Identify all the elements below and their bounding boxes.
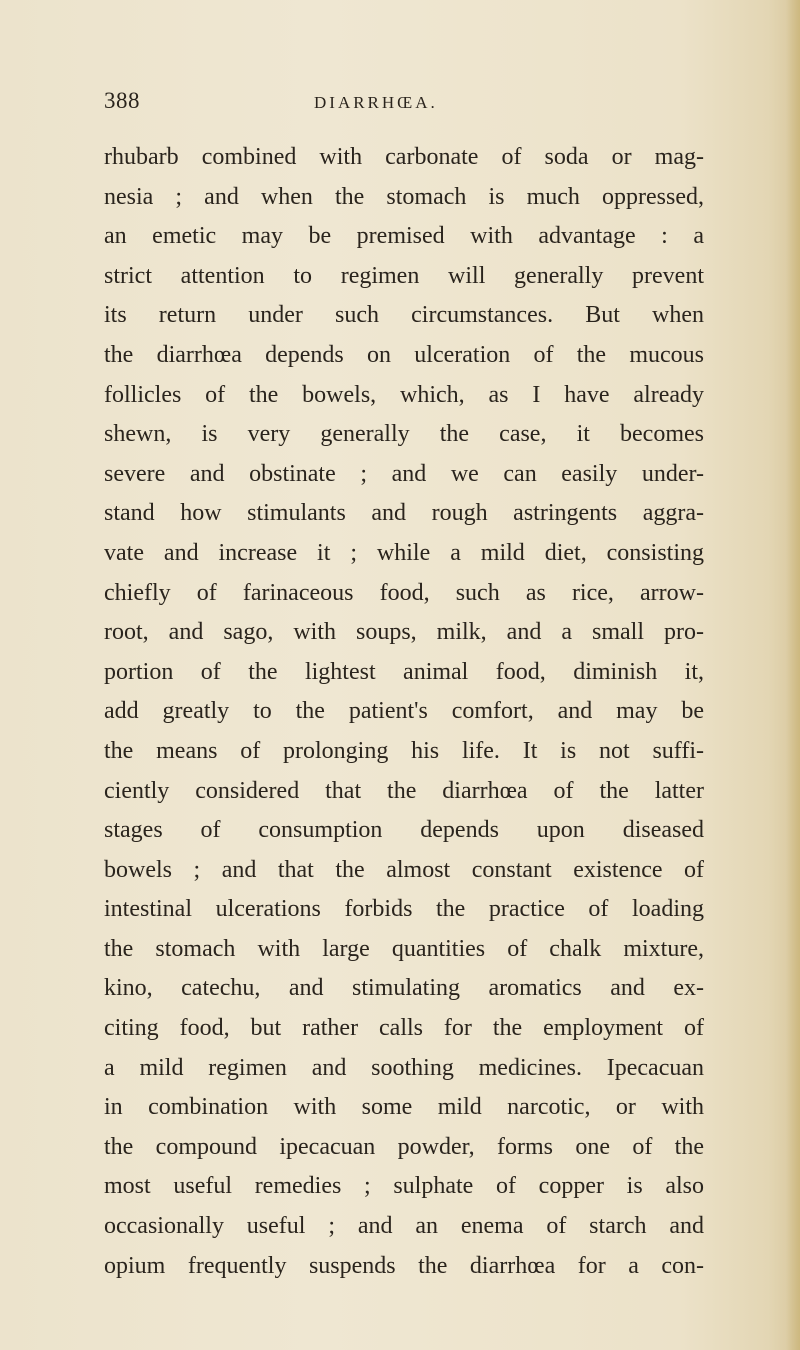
text-line: its return under such circumstances. But when [104,302,704,329]
page-header [104,86,704,116]
text-line: most useful remedies ; sulphate of copper is also [104,1173,704,1200]
text-line: the diarrhœa depends on ulceration of the mucous [104,341,704,368]
text-line: citing food, but rather calls for the employment of [104,1015,704,1042]
text-line: strict attention to regimen will generally prevent [104,262,704,289]
text-line: the stomach with large quantities of chalk mixture, [104,935,704,962]
running-head: DIARRHŒA. [314,93,438,112]
text-line: stages of consumption depends upon diseased [104,817,704,844]
body-text [104,138,704,1286]
page-number: 388 [104,88,140,113]
text-line: severe and obstinate ; and we can easily under- [104,460,704,487]
text-line: the means of prolonging his life. It is not suffi- [104,737,704,764]
text-line: portion of the lightest animal food, diminish it, [104,658,704,685]
text-line: add greatly to the patient's comfort, and may be [104,698,704,725]
text-line: a mild regimen and soothing medicines. Ipecacuan [104,1054,704,1081]
text-line: an emetic may be premised with advantage : a [104,223,704,250]
text-line: ciently considered that the diarrhœa of the latter [104,777,704,804]
text-line: nesia ; and when the stomach is much oppressed, [104,183,704,210]
text-line: intestinal ulcerations forbids the practice of loading [104,896,704,923]
text-line: vate and increase it ; while a mild diet, consisting [104,539,704,566]
text-line: follicles of the bowels, which, as I have already [104,381,704,408]
text-line: root, and sago, with soups, milk, and a small pro- [104,619,704,646]
text-line: rhubarb combined with carbonate of soda or mag- [104,144,704,170]
text-line: stand how stimulants and rough astringents aggra- [104,500,704,527]
text-line: chiefly of farinaceous food, such as rice, arrow- [104,579,704,606]
text-line: in combination with some mild narcotic, or with [104,1094,704,1121]
text-line: the compound ipecacuan powder, forms one of the [104,1133,704,1160]
text-line: shewn, is very generally the case, it becomes [104,421,704,448]
page-edge-shading [786,0,800,1350]
text-line: opium frequently suspends the diarrhœa for a con- [104,1252,704,1279]
text-line: bowels ; and that the almost constant existence of [104,856,704,883]
text-line: kino, catechu, and stimulating aromatics and ex- [104,975,704,1002]
text-line: occasionally useful ; and an enema of starch and [104,1213,704,1240]
